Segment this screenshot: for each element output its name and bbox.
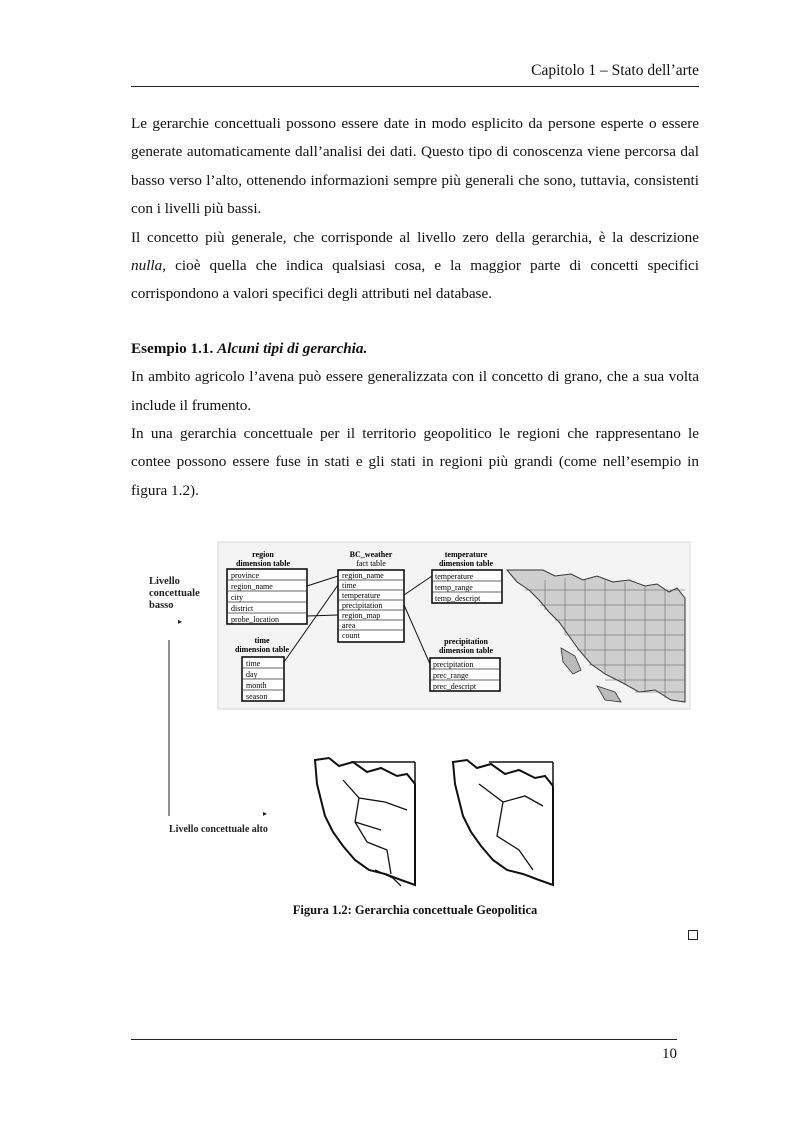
header-rule — [131, 86, 699, 87]
paragraph-2-italic: nulla — [131, 257, 163, 275]
precipitation-field-1: precipitation — [433, 660, 474, 669]
precipitation-table-title-1: precipitation — [444, 637, 488, 646]
level-low-marker: ▸ — [178, 617, 183, 626]
fact-field-2: time — [342, 581, 357, 590]
example-paragraph-1: In ambito agricolo l’avena può essere generalizzata con il concetto di grano, che a sua volta include il frumento. — [131, 368, 699, 414]
figure-geopolitical-hierarchy — [145, 540, 705, 890]
running-header: Capitolo 1 – Stato dell’arte — [531, 62, 699, 79]
example-label: Esempio 1.1. — [131, 339, 214, 357]
paragraph-2-end: , cioè quella che indica qualsiasi cosa, e la maggior parte di concetti specifici corrispondono a valori specifici degli attributi nel database. — [131, 257, 699, 303]
time-table-title-2: dimension table — [234, 645, 290, 654]
fact-table-title-2: fact table — [356, 559, 386, 568]
example-title: Alcuni tipi di gerarchia. — [217, 339, 368, 357]
region-table-title-1: region — [252, 550, 274, 559]
time-field-1: time — [246, 659, 261, 668]
time-field-3: month — [246, 681, 267, 690]
fact-field-4: precipitation — [342, 601, 383, 610]
figure-caption: Figura 1.2: Gerarchia concettuale Geopolitica — [292, 903, 538, 917]
level-low-line-1: Livello — [149, 576, 180, 587]
temperature-table-title-2: dimension table — [438, 559, 494, 568]
region-field-1: province — [231, 571, 259, 580]
state-map — [315, 758, 415, 886]
fact-field-1: region_name — [342, 571, 384, 580]
paragraph-2 — [131, 224, 699, 309]
fact-field-5: region_map — [342, 611, 381, 620]
level-low-line-3: basso — [149, 600, 174, 611]
region-map — [453, 760, 553, 885]
fact-table-title-1: BC_weather — [349, 550, 393, 559]
region-table-title-2: dimension table — [235, 559, 291, 568]
precipitation-field-3: prec_descript — [433, 682, 477, 691]
level-low-line-2: concettuale — [149, 588, 200, 599]
example-paragraph-2: In una gerarchia concettuale per il territorio geopolitico le regioni che rappresentano le contee possono essere fuse in stati e gli stati in regioni più grandi (come nell’esempio in figura 1.2). — [131, 425, 699, 499]
fact-field-6: area — [342, 621, 356, 630]
fact-field-3: temperature — [342, 591, 381, 600]
body-text — [131, 110, 699, 505]
example-heading — [131, 335, 699, 363]
precipitation-field-2: prec_range — [433, 671, 469, 680]
fact-field-7: count — [342, 631, 360, 640]
figure-svg — [145, 540, 705, 890]
level-high-label: Livello concettuale alto — [169, 824, 268, 835]
time-table-title-1: time — [254, 636, 270, 645]
paragraph-1: Le gerarchie concettuali possono essere date in modo esplicito da persone esperte o essere generate automaticamente dall’analisi dei dati. Questo tipo di conoscenza viene percorsa dal basso verso l’alto, ottenendo informazioni sempre più generali che sono, tuttavia, consistenti con i livelli più bassi. — [131, 115, 699, 218]
precipitation-table-title-2: dimension table — [438, 646, 494, 655]
temperature-field-1: temperature — [435, 572, 474, 581]
paragraph-2-start: Il concetto più generale, che corrisponde al livello zero della gerarchia, è la descrizione — [131, 228, 699, 246]
region-field-4: district — [231, 604, 254, 613]
time-field-2: day — [246, 670, 258, 679]
region-field-3: city — [231, 593, 243, 602]
qed-square-icon — [688, 930, 698, 940]
temperature-field-3: temp_descript — [435, 594, 481, 603]
footer-rule — [131, 1039, 677, 1040]
region-field-5: probe_location — [231, 615, 279, 624]
level-high-marker: ▸ — [263, 809, 268, 818]
temperature-field-2: temp_range — [435, 583, 473, 592]
time-field-4: season — [246, 692, 268, 701]
page-number: 10 — [662, 1046, 677, 1062]
temperature-table-title-1: temperature — [444, 550, 488, 559]
region-field-2: region_name — [231, 582, 273, 591]
